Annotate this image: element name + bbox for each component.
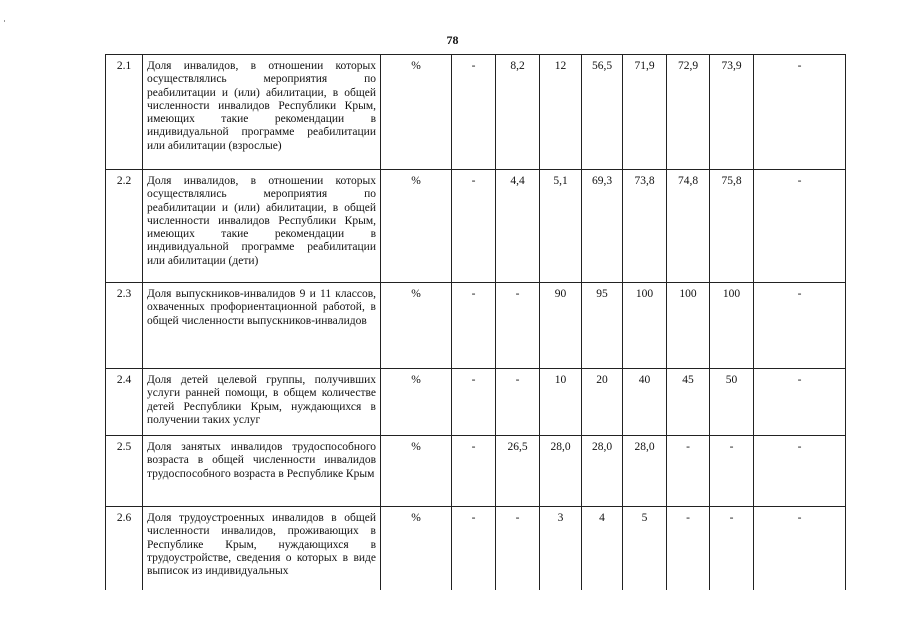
value-cell: 45: [667, 369, 710, 436]
value-cell: 73,9: [710, 55, 754, 170]
value-cell: -: [754, 170, 846, 283]
value-cell: 8,2: [496, 55, 540, 170]
value-cell: -: [496, 283, 540, 369]
value-cell: 4: [582, 507, 623, 591]
value-cell: -: [754, 283, 846, 369]
value-cell: 73,8: [623, 170, 667, 283]
value-cell: 71,9: [623, 55, 667, 170]
value-cell: -: [754, 507, 846, 591]
value-cell: 10: [540, 369, 582, 436]
value-cell: -: [754, 369, 846, 436]
value-cell: -: [452, 55, 496, 170]
row-number: 2.6: [106, 507, 143, 591]
value-cell: 69,3: [582, 170, 623, 283]
unit-cell: %: [381, 436, 452, 507]
value-cell: -: [452, 436, 496, 507]
value-cell: 100: [623, 283, 667, 369]
value-cell: 74,8: [667, 170, 710, 283]
table-row: [106, 369, 846, 436]
value-cell: -: [452, 369, 496, 436]
value-cell: 28,0: [623, 436, 667, 507]
value-cell: -: [496, 507, 540, 591]
indicator-description: Доля детей целевой группы, получивших услуги ранней помощи, в общем количестве детей Республики Крым, нуждающихся в получении таких услуг: [143, 369, 381, 436]
value-cell: 28,0: [582, 436, 623, 507]
row-number: 2.1: [106, 55, 143, 170]
value-cell: 56,5: [582, 55, 623, 170]
row-number: 2.4: [106, 369, 143, 436]
indicator-description: Доля выпускников-инвалидов 9 и 11 классов, охваченных профориентационной работой, в общей численности выпускников-инвалидов: [143, 283, 381, 369]
value-cell: 5: [623, 507, 667, 591]
value-cell: 12: [540, 55, 582, 170]
indicator-description: Доля занятых инвалидов трудоспособного возраста в общей численности инвалидов трудоспособного возраста в Республике Крым: [143, 436, 381, 507]
value-cell: 95: [582, 283, 623, 369]
table-row: [106, 436, 846, 507]
value-cell: -: [452, 283, 496, 369]
indicator-description: Доля инвалидов, в отношении которых осуществлялись мероприятия по реабилитации и (или) абилитации, в общей численности инвалидов Республики Крым, имеющих такие рекомендации в индивидуальной программе реабилитации или абилитации (дети): [143, 170, 381, 283]
value-cell: 20: [582, 369, 623, 436]
value-cell: 75,8: [710, 170, 754, 283]
scan-speck: [4, 20, 5, 22]
value-cell: -: [452, 507, 496, 591]
indicator-description: Доля трудоустроенных инвалидов в общей численности инвалидов, проживающих в Республике Крым, нуждающихся в трудоустройстве, сведения о которых в виде выписок из индивидуальных: [143, 507, 381, 591]
value-cell: 28,0: [540, 436, 582, 507]
indicators-table: [105, 54, 846, 590]
value-cell: 100: [710, 283, 754, 369]
row-number: 2.5: [106, 436, 143, 507]
indicator-description: Доля инвалидов, в отношении которых осуществлялись мероприятия по реабилитации и (или) абилитации, в общей численности инвалидов Республики Крым, имеющих такие рекомендации в индивидуальной программе реабилитации или абилитации (взрослые): [143, 55, 381, 170]
unit-cell: %: [381, 369, 452, 436]
value-cell: -: [754, 55, 846, 170]
value-cell: 100: [667, 283, 710, 369]
value-cell: 72,9: [667, 55, 710, 170]
value-cell: -: [667, 436, 710, 507]
value-cell: 40: [623, 369, 667, 436]
unit-cell: %: [381, 283, 452, 369]
table-row: [106, 170, 846, 283]
row-number: 2.2: [106, 170, 143, 283]
value-cell: 5,1: [540, 170, 582, 283]
value-cell: -: [452, 170, 496, 283]
table-row: [106, 507, 846, 591]
value-cell: -: [667, 507, 710, 591]
value-cell: 3: [540, 507, 582, 591]
unit-cell: %: [381, 507, 452, 591]
value-cell: 26,5: [496, 436, 540, 507]
row-number: 2.3: [106, 283, 143, 369]
value-cell: -: [754, 436, 846, 507]
unit-cell: %: [381, 55, 452, 170]
value-cell: 50: [710, 369, 754, 436]
table-row: [106, 55, 846, 170]
page-number: 78: [446, 33, 459, 47]
value-cell: -: [496, 369, 540, 436]
value-cell: -: [710, 436, 754, 507]
value-cell: -: [710, 507, 754, 591]
value-cell: 90: [540, 283, 582, 369]
value-cell: 4,4: [496, 170, 540, 283]
unit-cell: %: [381, 170, 452, 283]
table-row: [106, 283, 846, 369]
